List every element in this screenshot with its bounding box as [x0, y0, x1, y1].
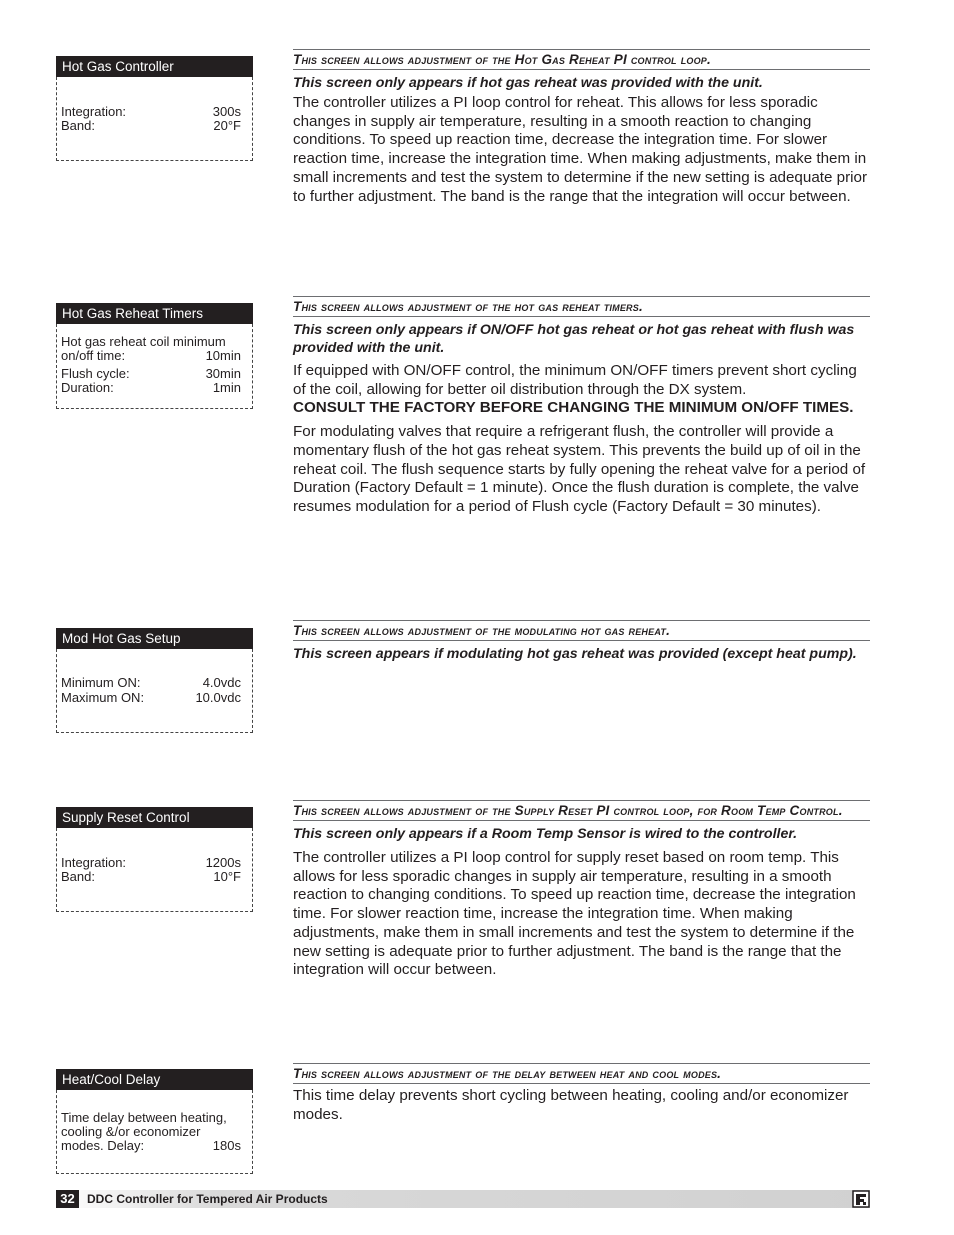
row-value: 300s	[212, 104, 241, 119]
mod-hot-gas-setup-panel	[56, 628, 253, 733]
section-heading: This screen allows adjustment of the modulating hot gas reheat.	[293, 620, 870, 641]
text-line: cooling &/or economizer	[61, 1124, 201, 1139]
row-label: Duration:	[61, 380, 114, 395]
row-label: Band:	[61, 869, 95, 884]
footer-title: DDC Controller for Tempered Air Products	[87, 1192, 328, 1206]
text-line: Time delay between heating,	[61, 1110, 227, 1125]
panel-title: Mod Hot Gas Setup	[56, 628, 253, 649]
section-paragraph: If equipped with ON/OFF control, the minimum ON/OFF timers prevent short cycling of the coil, allowing for better oil distribution through the DX system.	[293, 362, 857, 398]
on-off-time-row	[61, 349, 241, 363]
panel-body	[56, 77, 253, 161]
text-line: Hot gas reheat coil minimum	[61, 334, 226, 349]
band-row	[61, 119, 241, 133]
row-value: 1200s	[205, 855, 241, 870]
maximum-on-row	[61, 691, 241, 705]
section-note: This screen only appears if hot gas reheat was provided with the unit.	[293, 75, 763, 91]
row-value: 4.0vdc	[202, 675, 241, 690]
hot-gas-controller-panel	[56, 56, 253, 161]
section-heading: This screen allows adjustment of the hot gas reheat timers.	[293, 296, 870, 317]
heat-cool-delay-panel	[56, 1069, 253, 1174]
section-note: This screen only appears if a Room Temp Sensor is wired to the controller.	[293, 826, 798, 842]
section-heading: This screen allows adjustment of the Hot Gas Reheat PI control loop.	[293, 49, 870, 70]
panel-title: Heat/Cool Delay	[56, 1069, 253, 1090]
panel-body	[56, 649, 253, 733]
greenheck-logo-icon	[852, 1190, 870, 1208]
row-value: 20°F	[213, 118, 241, 133]
panel-title: Hot Gas Reheat Timers	[56, 303, 253, 324]
integration-row	[61, 105, 241, 119]
row-label: Integration:	[61, 104, 127, 119]
duration-row	[61, 381, 241, 395]
section-heading: This screen allows adjustment of the Supply Reset PI control loop, for Room Temp Control.	[293, 800, 870, 821]
hot-gas-reheat-timers-panel	[56, 303, 253, 409]
section-paragraph: For modulating valves that require a refrigerant flush, the controller will provide a momentary flush of the hot gas reheat system. This prevents the build up of oil in the reheat coil. The flush sequence starts by fully opening the reheat valve for a period of Duration (Factory Default = 1 minute). Once the flush duration is complete, the valve resumes modulation for a period of Flush cycle (Factory Default = 30 minutes).	[293, 423, 866, 515]
integration-row	[61, 856, 241, 870]
row-label: Flush cycle:	[61, 366, 130, 381]
row-label: Integration:	[61, 855, 127, 870]
row-label: Minimum ON:	[61, 675, 141, 690]
panel-body	[56, 324, 253, 409]
row-value: 10.0vdc	[195, 690, 241, 705]
row-label: Band:	[61, 118, 95, 133]
row-label: modes. Delay:	[61, 1138, 145, 1153]
row-value: 10min	[205, 348, 241, 363]
section-paragraph: This time delay prevents short cycling between heating, cooling and/or economizer modes.	[293, 1087, 849, 1123]
delay-row	[61, 1139, 241, 1153]
row-value: 180s	[212, 1138, 241, 1153]
panel-body	[56, 828, 253, 912]
section-note: This screen only appears if ON/OFF hot gas reheat or hot gas reheat with flush was provided with the unit.	[293, 322, 855, 356]
flush-cycle-row	[61, 367, 241, 381]
minimum-on-row	[61, 676, 241, 690]
hot-gas-reheat-timers-section	[293, 296, 870, 517]
panel-body	[56, 1090, 253, 1174]
supply-reset-section	[293, 800, 870, 980]
panel-title: Supply Reset Control	[56, 807, 253, 828]
panel-title: Hot Gas Controller	[56, 56, 253, 77]
section-paragraph: The controller utilizes a PI loop control for reheat. This allows for less sporadic changes in supply air temperature, resulting in a smooth reaction to changing conditions. To speed up reaction time, decrease the integration time. For slower reaction time, increase the integration time. When making adjustments, make them in small increments and test the system to determine if the new setting is adequate prior to further adjustment. The band is the range that the integration will occur between.	[293, 94, 868, 205]
mod-hot-gas-section	[293, 620, 870, 663]
band-row	[61, 870, 241, 884]
row-value: 10°F	[213, 869, 241, 884]
section-paragraph: The controller utilizes a PI loop control for supply reset based on room temp. This allows for less sporadic changes in supply air temperature, resulting in a smooth reaction to changing conditions. To speed up reaction time, decrease the integration time. For slower reaction time, increase the integration time. When making adjustments, make them in small increments and test the system to determine if the new setting is adequate prior to further adjustment. The band is the range that the integration will occur between.	[293, 849, 856, 979]
section-warning: CONSULT THE FACTORY BEFORE CHANGING THE MINIMUM ON/OFF TIMES.	[293, 399, 854, 417]
row-label: on/off time:	[61, 348, 126, 363]
row-value: 30min	[205, 366, 241, 381]
row-value: 1min	[212, 380, 241, 395]
heat-cool-delay-section	[293, 1063, 870, 1124]
supply-reset-control-panel	[56, 807, 253, 912]
row-label: Maximum ON:	[61, 690, 145, 705]
section-note: This screen appears if modulating hot gas reheat was provided (except heat pump).	[293, 646, 857, 662]
section-heading: This screen allows adjustment of the delay between heat and cool modes.	[293, 1063, 870, 1084]
hot-gas-controller-section	[293, 49, 870, 206]
page-number: 32	[56, 1190, 79, 1208]
